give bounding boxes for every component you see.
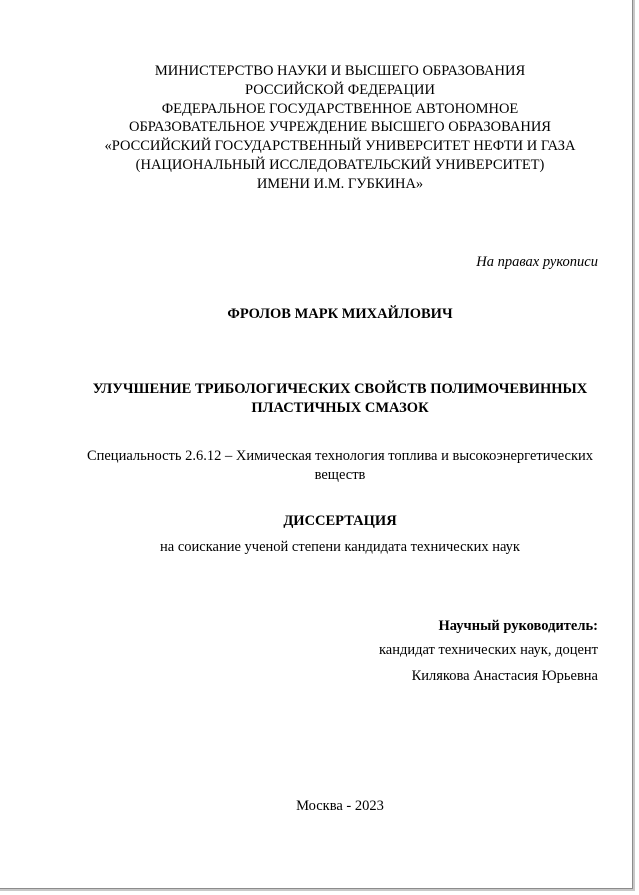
- thesis-title-line: УЛУЧШЕНИЕ ТРИБОЛОГИЧЕСКИХ СВОЙСТВ ПОЛИМОЧЕВИННЫХ: [92, 381, 588, 397]
- specialty: [0, 447, 639, 485]
- document-type: ДИССЕРТАЦИЯ: [283, 513, 397, 529]
- ministry-header: [0, 62, 639, 194]
- ministry-line: РОССИЙСКОЙ ФЕДЕРАЦИИ: [245, 81, 435, 98]
- ministry-line: ФЕДЕРАЛЬНОЕ ГОСУДАРСТВЕННОЕ АВТОНОМНОЕ: [161, 100, 519, 117]
- supervisor-degree: кандидат технических наук, доцент: [378, 642, 598, 658]
- ministry-line: ОБРАЗОВАТЕЛЬНОЕ УЧРЕЖДЕНИЕ ВЫСШЕГО ОБРАЗОВАНИЯ: [129, 119, 551, 136]
- ministry-line: МИНИСТЕРСТВО НАУКИ И ВЫСШЕГО ОБРАЗОВАНИЯ: [154, 63, 526, 79]
- thesis-title-line: ПЛАСТИЧНЫХ СМАЗОК: [251, 399, 429, 416]
- specialty-line: веществ: [314, 466, 366, 483]
- ministry-line: ИМЕНИ И.М. ГУБКИНА»: [256, 175, 424, 192]
- author-name: ФРОЛОВ МАРК МИХАЙЛОВИЧ: [227, 306, 453, 322]
- manuscript-rights: На правах рукописи: [476, 254, 598, 270]
- thesis-title: [0, 380, 639, 418]
- supervisor-label: Научный руководитель:: [438, 618, 598, 634]
- city-year: Москва - 2023: [296, 798, 384, 814]
- ministry-line: (НАЦИОНАЛЬНЫЙ ИССЛЕДОВАТЕЛЬСКИЙ УНИВЕРСИТЕТ): [135, 156, 545, 173]
- specialty-line: Специальность 2.6.12 – Химическая технология топлива и высокоэнергетических: [86, 448, 594, 464]
- degree-purpose: на соискание ученой степени кандидата технических наук: [160, 539, 520, 555]
- supervisor-name: Килякова Анастасия Юрьевна: [411, 668, 598, 684]
- ministry-line: «РОССИЙСКИЙ ГОСУДАРСТВЕННЫЙ УНИВЕРСИТЕТ НЕФТИ И ГАЗА: [104, 138, 576, 155]
